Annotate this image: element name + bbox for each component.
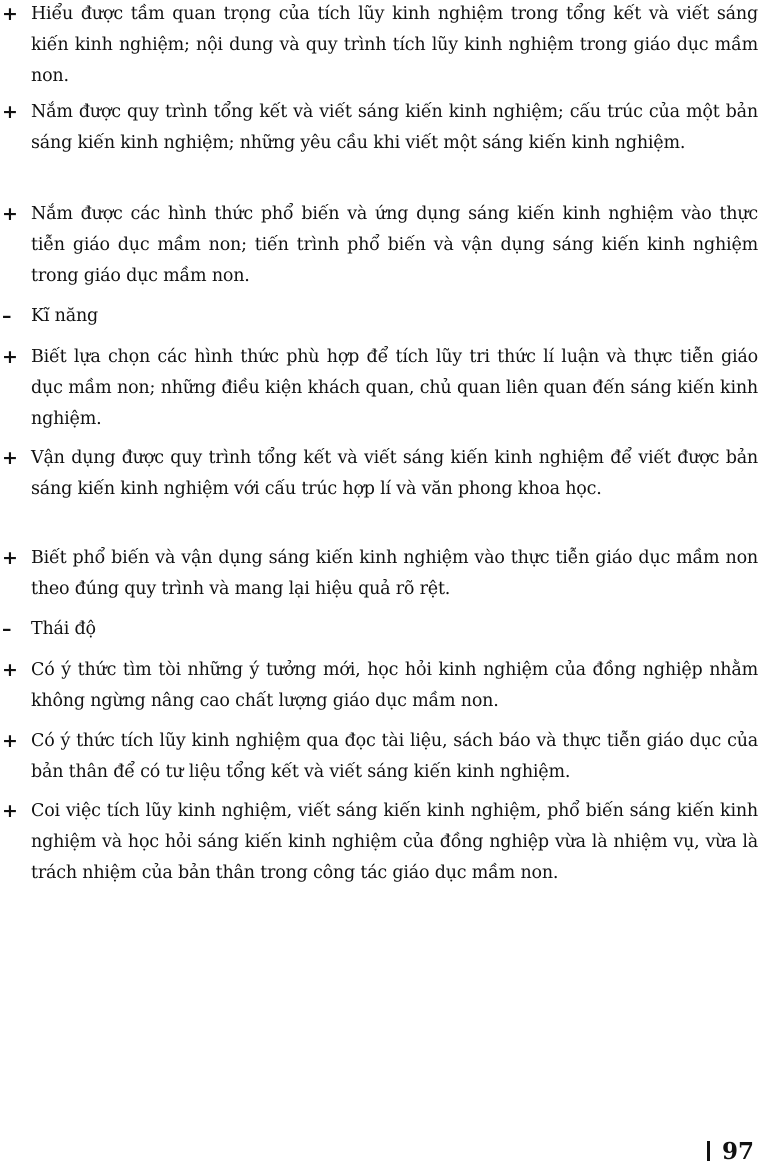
section-heading-text: Kĩ năng — [31, 306, 99, 326]
bullet-marker: + — [2, 659, 18, 681]
bullet-text: Có ý thức tích lũy kinh nghiệm qua đọc tài liệu, sách báo và thực tiễn giáo dục của bản thân để có tư liệu tổng kết và viết sáng kiến kinh nghiệm. — [31, 731, 758, 782]
page-footer — [707, 1136, 754, 1166]
bullet-text: Biết lựa chọn các hình thức phù hợp để tích lũy tri thức lí luận và thực tiễn giáo dục mầm non; những điều kiện khách quan, chủ quan liên quan đến sáng kiến kinh nghiệm. — [31, 347, 758, 429]
bullet-text: Nắm được các hình thức phổ biến và ứng dụng sáng kiến kinh nghiệm vào thực tiễn giáo dục mầm non; tiến trình phổ biến và vận dụng sáng kiến kinh nghiệm trong giáo dục mầm non. — [31, 204, 758, 286]
footer-divider — [707, 1141, 710, 1161]
dash-marker: – — [2, 618, 12, 640]
bullet-marker: + — [2, 547, 18, 569]
bullet-marker: + — [2, 447, 18, 469]
bullet-marker: + — [2, 346, 18, 368]
bullet-text: Hiểu được tầm quan trọng của tích lũy kinh nghiệm trong tổng kết và viết sáng kiến kinh nghiệm; nội dung và quy trình tích lũy kinh nghiệm trong giáo dục mầm non. — [31, 4, 758, 86]
page-number: 97 — [721, 1137, 754, 1165]
bullet-marker: + — [2, 730, 18, 752]
bullet-text: Biết phổ biến và vận dụng sáng kiến kinh nghiệm vào thực tiễn giáo dục mầm non theo đúng quy trình và mang lại hiệu quả rõ rệt. — [31, 548, 758, 599]
bullet-marker: + — [2, 101, 18, 123]
bullet-marker: + — [2, 203, 18, 225]
bullet-text: Vận dụng được quy trình tổng kết và viết sáng kiến kinh nghiệm để viết được bản sáng kiến kinh nghiệm với cấu trúc hợp lí và văn phong khoa học. — [31, 448, 758, 499]
bullet-marker: + — [2, 3, 18, 25]
bullet-text: Nắm được quy trình tổng kết và viết sáng kiến kinh nghiệm; cấu trúc của một bản sáng kiến kinh nghiệm; những yêu cầu khi viết một sáng kiến kinh nghiệm. — [31, 102, 758, 153]
bullet-text: Có ý thức tìm tòi những ý tưởng mới, học hỏi kinh nghiệm của đồng nghiệp nhằm không ngừng nâng cao chất lượng giáo dục mầm non. — [31, 660, 758, 711]
dash-marker: – — [2, 305, 12, 327]
bullet-marker: + — [2, 800, 18, 822]
section-heading-text: Thái độ — [31, 619, 96, 639]
bullet-text: Coi việc tích lũy kinh nghiệm, viết sáng kiến kinh nghiệm, phổ biến sáng kiến kinh nghiệm và học hỏi sáng kiến kinh nghiệm của đồng nghiệp vừa là nhiệm vụ, vừa là trách nhiệm của bản thân trong công tác giáo dục mầm non. — [31, 801, 758, 883]
